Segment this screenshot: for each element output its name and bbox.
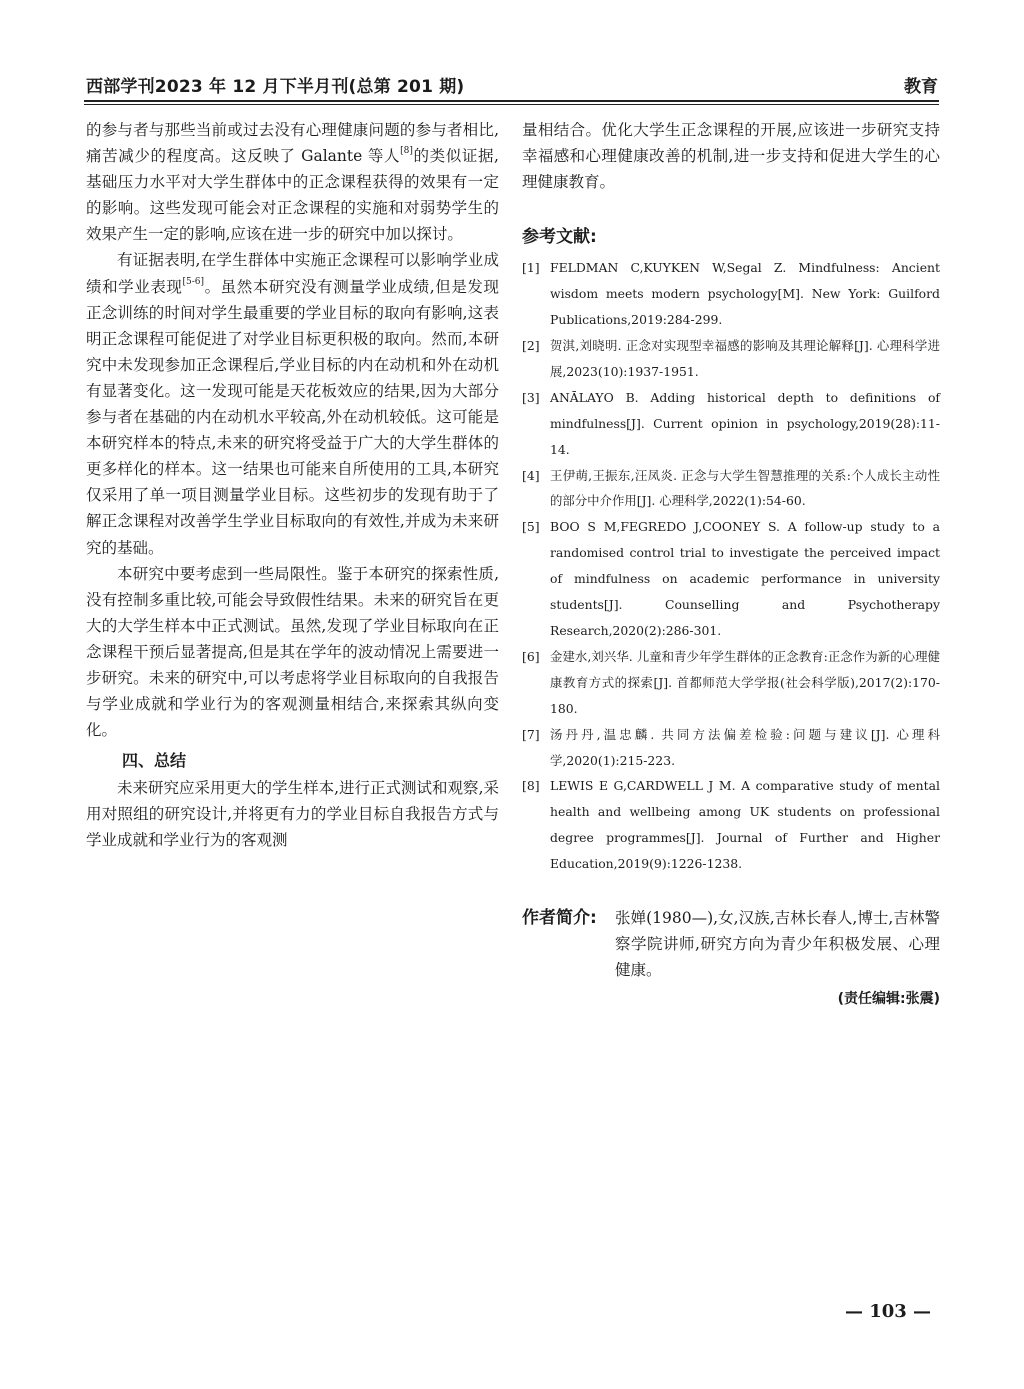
author-bio-label: 作者简介: (522, 908, 597, 929)
paragraph-2-part-b: 。虽然本研究没有测量学业成绩,但是发现正念训练的时间对学生最重要的学业目标的取向有影响,这表明正念课程可能促进了对学业目标更积极的取向。然而,本研究中未发现参加正念课程后,学业目标的内在动机和外在动机有显著变化。这一发现可能是天花板效应的结果,因为大部分参与者在基础的内在动机水平较高,外在动机较低。这可能是本研究样本的特点,未来的研究将受益于广大的大学生群体的更多样化的样本。这一结果也可能来自所使用的工具,本研究仅采用了单一项目测量学业目标。这些初步的发现有助于了解正念课程对改善学生学业目标取向的有效性,并成为未来研究的基础。 (86, 277, 499, 557)
reference-item (522, 773, 940, 877)
paragraph-1-part-b: 的类似证据,基础压力水平对大学生群体中的正念课程获得的效果有一定的影响。这些发现可能会对正念课程的实施和对弱势学生的效果产生一定的影响,应该在进一步的研究中加以探讨。 (86, 147, 499, 244)
header-rule-thin (84, 104, 939, 105)
paragraph-1 (86, 117, 499, 247)
author-bio (522, 905, 940, 983)
reference-text: 贺淇,刘晓明. 正念对实现型幸福感的影响及其理论解释[J]. 心理科学进展,2023(10):1937-1951. (550, 338, 940, 379)
left-column (86, 117, 499, 854)
reference-number: [1] (522, 260, 540, 276)
reference-number: [5] (522, 519, 540, 535)
citation-5-6[interactable]: [5-6] (182, 276, 205, 287)
reference-item (522, 644, 940, 722)
page-number: — 103 — (844, 1301, 932, 1322)
reference-item (522, 255, 940, 333)
citation-8[interactable]: [8] (400, 146, 413, 157)
reference-text: 金建水,刘兴华. 儿童和青少年学生群体的正念教育:正念作为新的心理健康教育方式的探索[J]. 首都师范大学学报(社会科学版),2017(2):170-180. (550, 648, 940, 716)
section-heading-conclusion: 四、总结 (122, 751, 187, 771)
author-bio-text: 张婵(1980—),女,汉族,吉林长春人,博士,吉林警察学院讲师,研究方向为青少年积极发展、心理健康。 (615, 909, 940, 980)
reference-text: 王伊萌,王振东,汪凤炎. 正念与大学生智慧推理的关系:个人成长主动性的部分中介作用[J]. 心理科学,2022(1):54-60. (550, 467, 940, 509)
reference-text: BOO S M,FEGREDO J,COONEY S. A follow-up study to a randomised control trial to investigate the perceived impact of mindfulness on academic performance in university students[J]. Counselling and Psychotherapy Research,2020(2):286-301. (550, 519, 940, 638)
references-title: 参考文献: (522, 227, 597, 248)
paragraph-1-part-a: 的参与者与那些当前或过去没有心理健康问题的参与者相比,痛苦减少的程度高。这反映了 Galante 等人 (86, 121, 499, 166)
paragraph-5: 量相结合。优化大学生正念课程的开展,应该进一步研究支持幸福感和心理健康改善的机制,进一步支持和促进大学生的心理健康教育。 (522, 121, 940, 192)
running-header (86, 72, 938, 100)
reference-number: [4] (522, 467, 540, 483)
right-column (522, 117, 940, 1011)
reference-item (522, 333, 940, 385)
reference-number: [7] (522, 726, 540, 742)
reference-text: FELDMAN C,KUYKEN W,Segal Z. Mindfulness: Ancient wisdom meets modern psychology[M]. New York: Guilford Publications,2019:284-299. (550, 260, 940, 328)
reference-list (522, 255, 940, 877)
reference-number: [6] (522, 648, 540, 664)
reference-item (522, 463, 940, 515)
paragraph-2-part-a: 有证据表明,在学生群体中实施正念课程可以影响学业成绩和学业表现 (86, 251, 499, 296)
reference-number: [8] (522, 778, 540, 794)
header-rule (84, 100, 939, 102)
reference-number: [3] (522, 389, 540, 405)
paragraph-4: 未来研究应采用更大的学生样本,进行正式测试和观察,采用对照组的研究设计,并将更有力的学业目标自我报告方式与学业成就和学业行为的客观测 (86, 779, 499, 850)
journal-title: 西部学刊2023 年 12 月下半月刊(总第 201 期) (86, 77, 465, 97)
reference-text: 汤丹丹,温忠麟. 共同方法偏差检验:问题与建议[J]. 心理科学,2020(1):215-223. (550, 726, 940, 768)
paragraph-3: 本研究中要考虑到一些局限性。鉴于本研究的探索性质,没有控制多重比较,可能会导致假性结果。未来的研究旨在更大的大学生样本中正式测试。虽然,发现了学业目标取向在正念课程干预后显著提高,但是其在学年的波动情况上需要进一步研究。未来的研究中,可以考虑将学业目标取向的自我报告与学业成就和学业行为的客观测量相结合,来探索其纵向变化。 (86, 564, 499, 740)
reference-text: LEWIS E G,CARDWELL J M. A comparative study of mental health and wellbeing among UK students on professional degree programmes[J]. Journal of Further and Higher Education,2019(9):1226-1238. (550, 778, 940, 872)
reference-item (522, 514, 940, 644)
reference-text: ANĀLAYO B. Adding historical depth to definitions of mindfulness[J]. Current opinion in psychology,2019(28):11-14. (550, 389, 940, 457)
reference-item (522, 722, 940, 774)
paragraph-2 (86, 247, 499, 560)
section-name: 教育 (904, 77, 938, 97)
reference-number: [2] (522, 338, 540, 353)
responsible-editor: (责任编辑:张震) (837, 991, 940, 1008)
reference-item (522, 385, 940, 463)
